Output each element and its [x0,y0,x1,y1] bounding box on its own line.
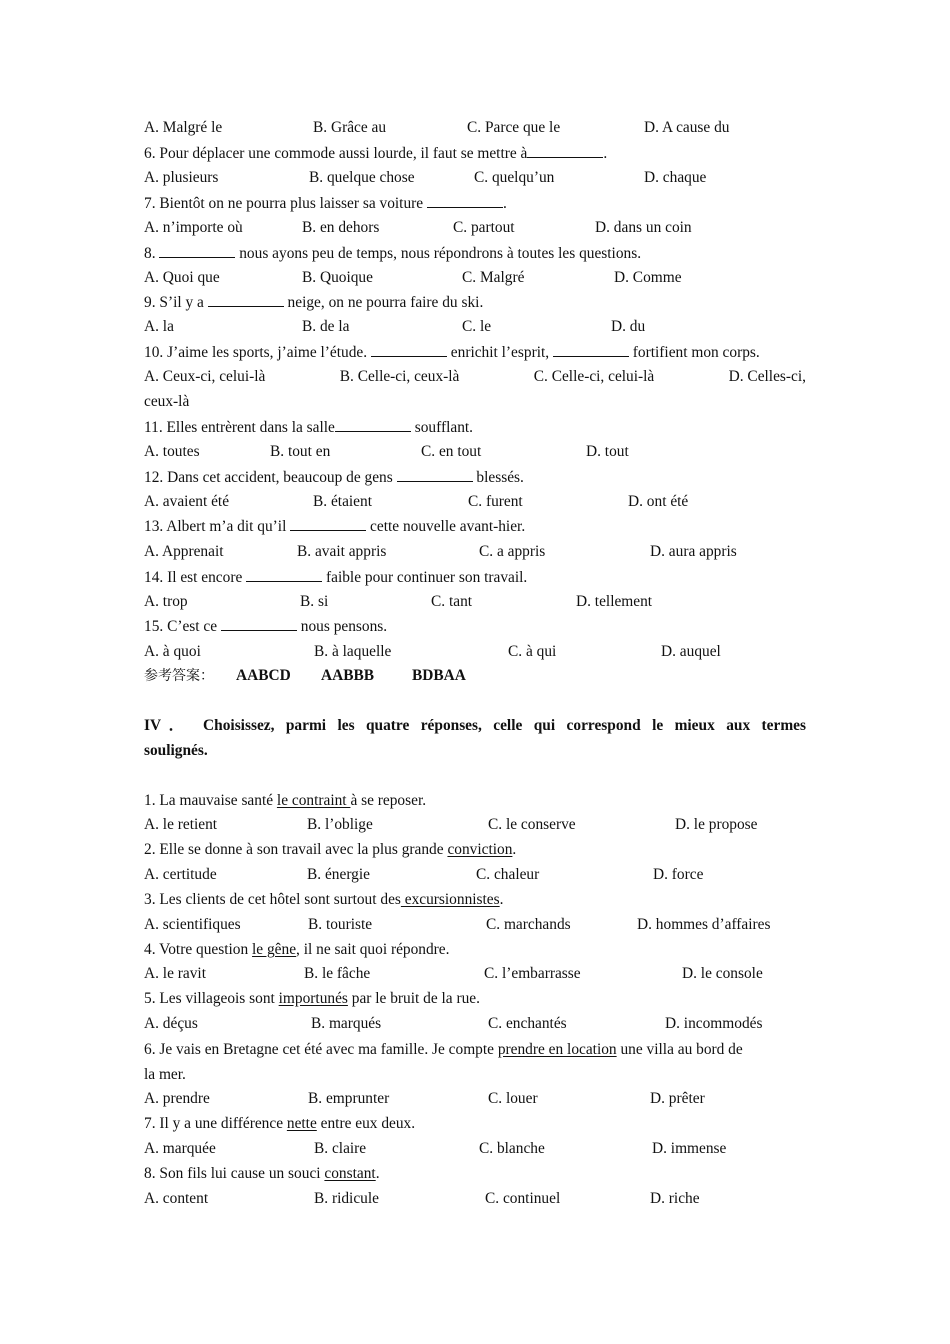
iv-question-6: 6. Je vais en Bretagne cet été avec ma famille. Je compte prendre en location une villa au bord de [144,1041,743,1058]
question-10: 10. J’aime les sports, j’aime l’étude. enrichit l’esprit, fortifient mon corps. [144,344,760,361]
iv-q1-option-d: D. le propose [675,816,758,833]
q15-option-d: D. auquel [661,643,721,660]
q11-option-a: A. toutes [144,443,200,460]
blank [397,467,473,482]
iv-q6-option-d: D. prêter [650,1090,705,1107]
iv-question-6-continued: la mer. [144,1066,186,1083]
question-7: 7. Bientôt on ne pourra plus laisser sa voiture . [144,195,507,212]
question-8: 8. nous ayons peu de temps, nous répondrons à toutes les questions. [144,245,642,262]
q10-option-d: D. Celles-ci, [728,368,806,385]
iv-q8-option-d: D. riche [650,1190,700,1207]
q10-option-d-continued: ceux-là [144,393,190,410]
q6-option-a: A. plusieurs [144,169,219,186]
iv-q5-option-b: B. marqués [311,1015,382,1032]
q14-option-d: D. tellement [576,593,653,610]
q15-option-a: A. à quoi [144,643,201,660]
question-11: 11. Elles entrèrent dans la salle soufflant. [144,419,474,436]
answers-label: 参考答案： [144,668,214,684]
iv-q5-option-c: C. enchantés [488,1015,567,1032]
blank [221,616,297,631]
iv-q3-option-b: B. touriste [308,916,373,933]
answer-group-3: BDBAA [412,667,466,684]
iv-q5-option-d: D. incommodés [665,1015,763,1032]
q5-option-d: D. A cause du [644,119,730,136]
question-15: 15. C’est ce nous pensons. [144,618,388,635]
q8-option-b: B. Quoique [302,269,373,286]
question-6: 6. Pour déplacer une commode aussi lourde, il faut se mettre à . [144,145,608,162]
iv-q6-option-c: C. louer [488,1090,538,1107]
q11-option-c: C. en tout [421,443,482,460]
q7-option-c: C. partout [453,219,515,236]
underlined-term: le contraint [276,792,351,809]
q8-option-c: C. Malgré [462,269,525,286]
iv-q2-option-a: A. certitude [144,866,217,883]
q9-option-c: C. le [462,318,492,335]
q7-option-a: A. n’importe où [144,219,243,236]
iv-q2-option-d: D. force [653,866,704,883]
iv-question-1: 1. La mauvaise santé le contraint à se reposer. [144,792,427,809]
iv-q1-option-c: C. le conserve [488,816,576,833]
underlined-term: conviction [447,841,513,858]
iv-question-2: 2. Elle se donne à son travail avec la plus grande conviction. [144,841,517,858]
blank [246,567,322,582]
iv-q2-option-b: B. énergie [307,866,370,883]
iv-q4-option-a: A. le ravit [144,965,206,982]
q12-option-d: D. ont été [628,493,689,510]
iv-q7-option-b: B. claire [314,1140,367,1157]
blank [208,292,284,307]
iv-q5-option-a: A. déçus [144,1015,198,1032]
blank [427,193,503,208]
q10-option-c: C. Celle-ci, celui-là [533,368,655,385]
q12-option-a: A. avaient été [144,493,230,510]
iv-q8-option-b: B. ridicule [314,1190,379,1207]
blank [290,516,366,531]
q8-option-a: A. Quoi que [144,269,220,286]
q7-option-b: B. en dehors [302,219,380,236]
blank [335,417,411,432]
iv-q8-option-a: A. content [144,1190,209,1207]
q7-option-d: D. dans un coin [595,219,692,236]
blank [527,143,603,158]
q13-option-a: A. Apprenait [144,543,224,560]
q14-option-c: C. tant [431,593,473,610]
iv-question-7: 7. Il y a une différence nette entre eux deux. [144,1115,416,1132]
q10-option-a: A. Ceux-ci, celui-là [144,368,266,385]
q12-option-c: C. furent [468,493,523,510]
iv-q6-option-a: A. prendre [144,1090,210,1107]
q5-option-b: B. Grâce au [313,119,387,136]
q6-option-b: B. quelque chose [309,169,415,186]
q8-option-d: D. Comme [614,269,682,286]
q11-option-d: D. tout [586,443,629,460]
question-14: 14. Il est encore faible pour continuer son travail. [144,569,528,586]
q6-option-c: C. quelqu’un [474,169,555,186]
iv-q4-option-b: B. le fâche [304,965,371,982]
iv-q6-option-b: B. emprunter [308,1090,390,1107]
question-9: 9. S’il y a neige, on ne pourra faire du ski. [144,294,484,311]
iv-q1-option-b: B. l’oblige [307,816,373,833]
iv-q7-option-a: A. marquée [144,1140,216,1157]
blank [371,342,447,357]
q15-option-c: C. à qui [508,643,557,660]
q9-option-b: B. de la [302,318,350,335]
question-12: 12. Dans cet accident, beaucoup de gens blessés. [144,469,524,486]
q9-option-a: A. la [144,318,174,335]
underlined-term: constant [324,1165,376,1182]
iv-q3-option-d: D. hommes d’affaires [637,916,771,933]
q10-options-row [144,367,806,387]
iv-q3-option-a: A. scientifiques [144,916,241,933]
underlined-term: nette [286,1115,317,1132]
q5-option-a: A. Malgré le [144,119,223,136]
iv-q3-option-c: C. marchands [486,916,571,933]
section-4-heading-continued: soulignés. [144,742,208,759]
q13-option-d: D. aura appris [650,543,737,560]
blank [553,342,629,357]
underlined-term: le gêne [252,941,297,958]
iv-q2-option-c: C. chaleur [476,866,540,883]
underlined-term: prendre en location [497,1041,617,1058]
q6-option-d: D. chaque [644,169,707,186]
iv-q1-option-a: A. le retient [144,816,218,833]
blank [159,243,235,258]
q10-option-b: B. Celle-ci, ceux-là [339,368,460,385]
q15-option-b: B. à laquelle [314,643,392,660]
q9-option-d: D. du [611,318,646,335]
iv-question-4: 4. Votre question le gêne, il ne sait quoi répondre. [144,941,450,958]
q14-option-b: B. si [300,593,329,610]
iv-q4-option-d: D. le console [682,965,763,982]
answer-group-1: AABCD [236,667,291,684]
question-13: 13. Albert m’a dit qu’il cette nouvelle avant-hier. [144,518,526,535]
iv-q8-option-c: C. continuel [485,1190,561,1207]
q12-option-b: B. étaient [313,493,372,510]
iv-question-5: 5. Les villageois sont importunés par le bruit de la rue. [144,990,480,1007]
q13-option-b: B. avait appris [297,543,387,560]
q13-option-c: C. a appris [479,543,546,560]
answer-group-2: AABBB [321,667,375,684]
iv-q7-option-c: C. blanche [479,1140,545,1157]
section-4-heading: IV． Choisissez, parmi les quatre réponses, celle qui correspond le mieux aux termes [144,717,806,734]
underlined-term: excursionnistes [400,891,500,908]
iv-question-8: 8. Son fils lui cause un souci constant. [144,1165,380,1182]
underlined-term: importunés [278,990,348,1007]
q11-option-b: B. tout en [270,443,331,460]
iv-q4-option-c: C. l’embarrasse [484,965,581,982]
q5-option-c: C. Parce que le [467,119,561,136]
iv-q7-option-d: D. immense [652,1140,727,1157]
iv-question-3: 3. Les clients de cet hôtel sont surtout des excursionnistes. [144,891,504,908]
q14-option-a: A. trop [144,593,188,610]
